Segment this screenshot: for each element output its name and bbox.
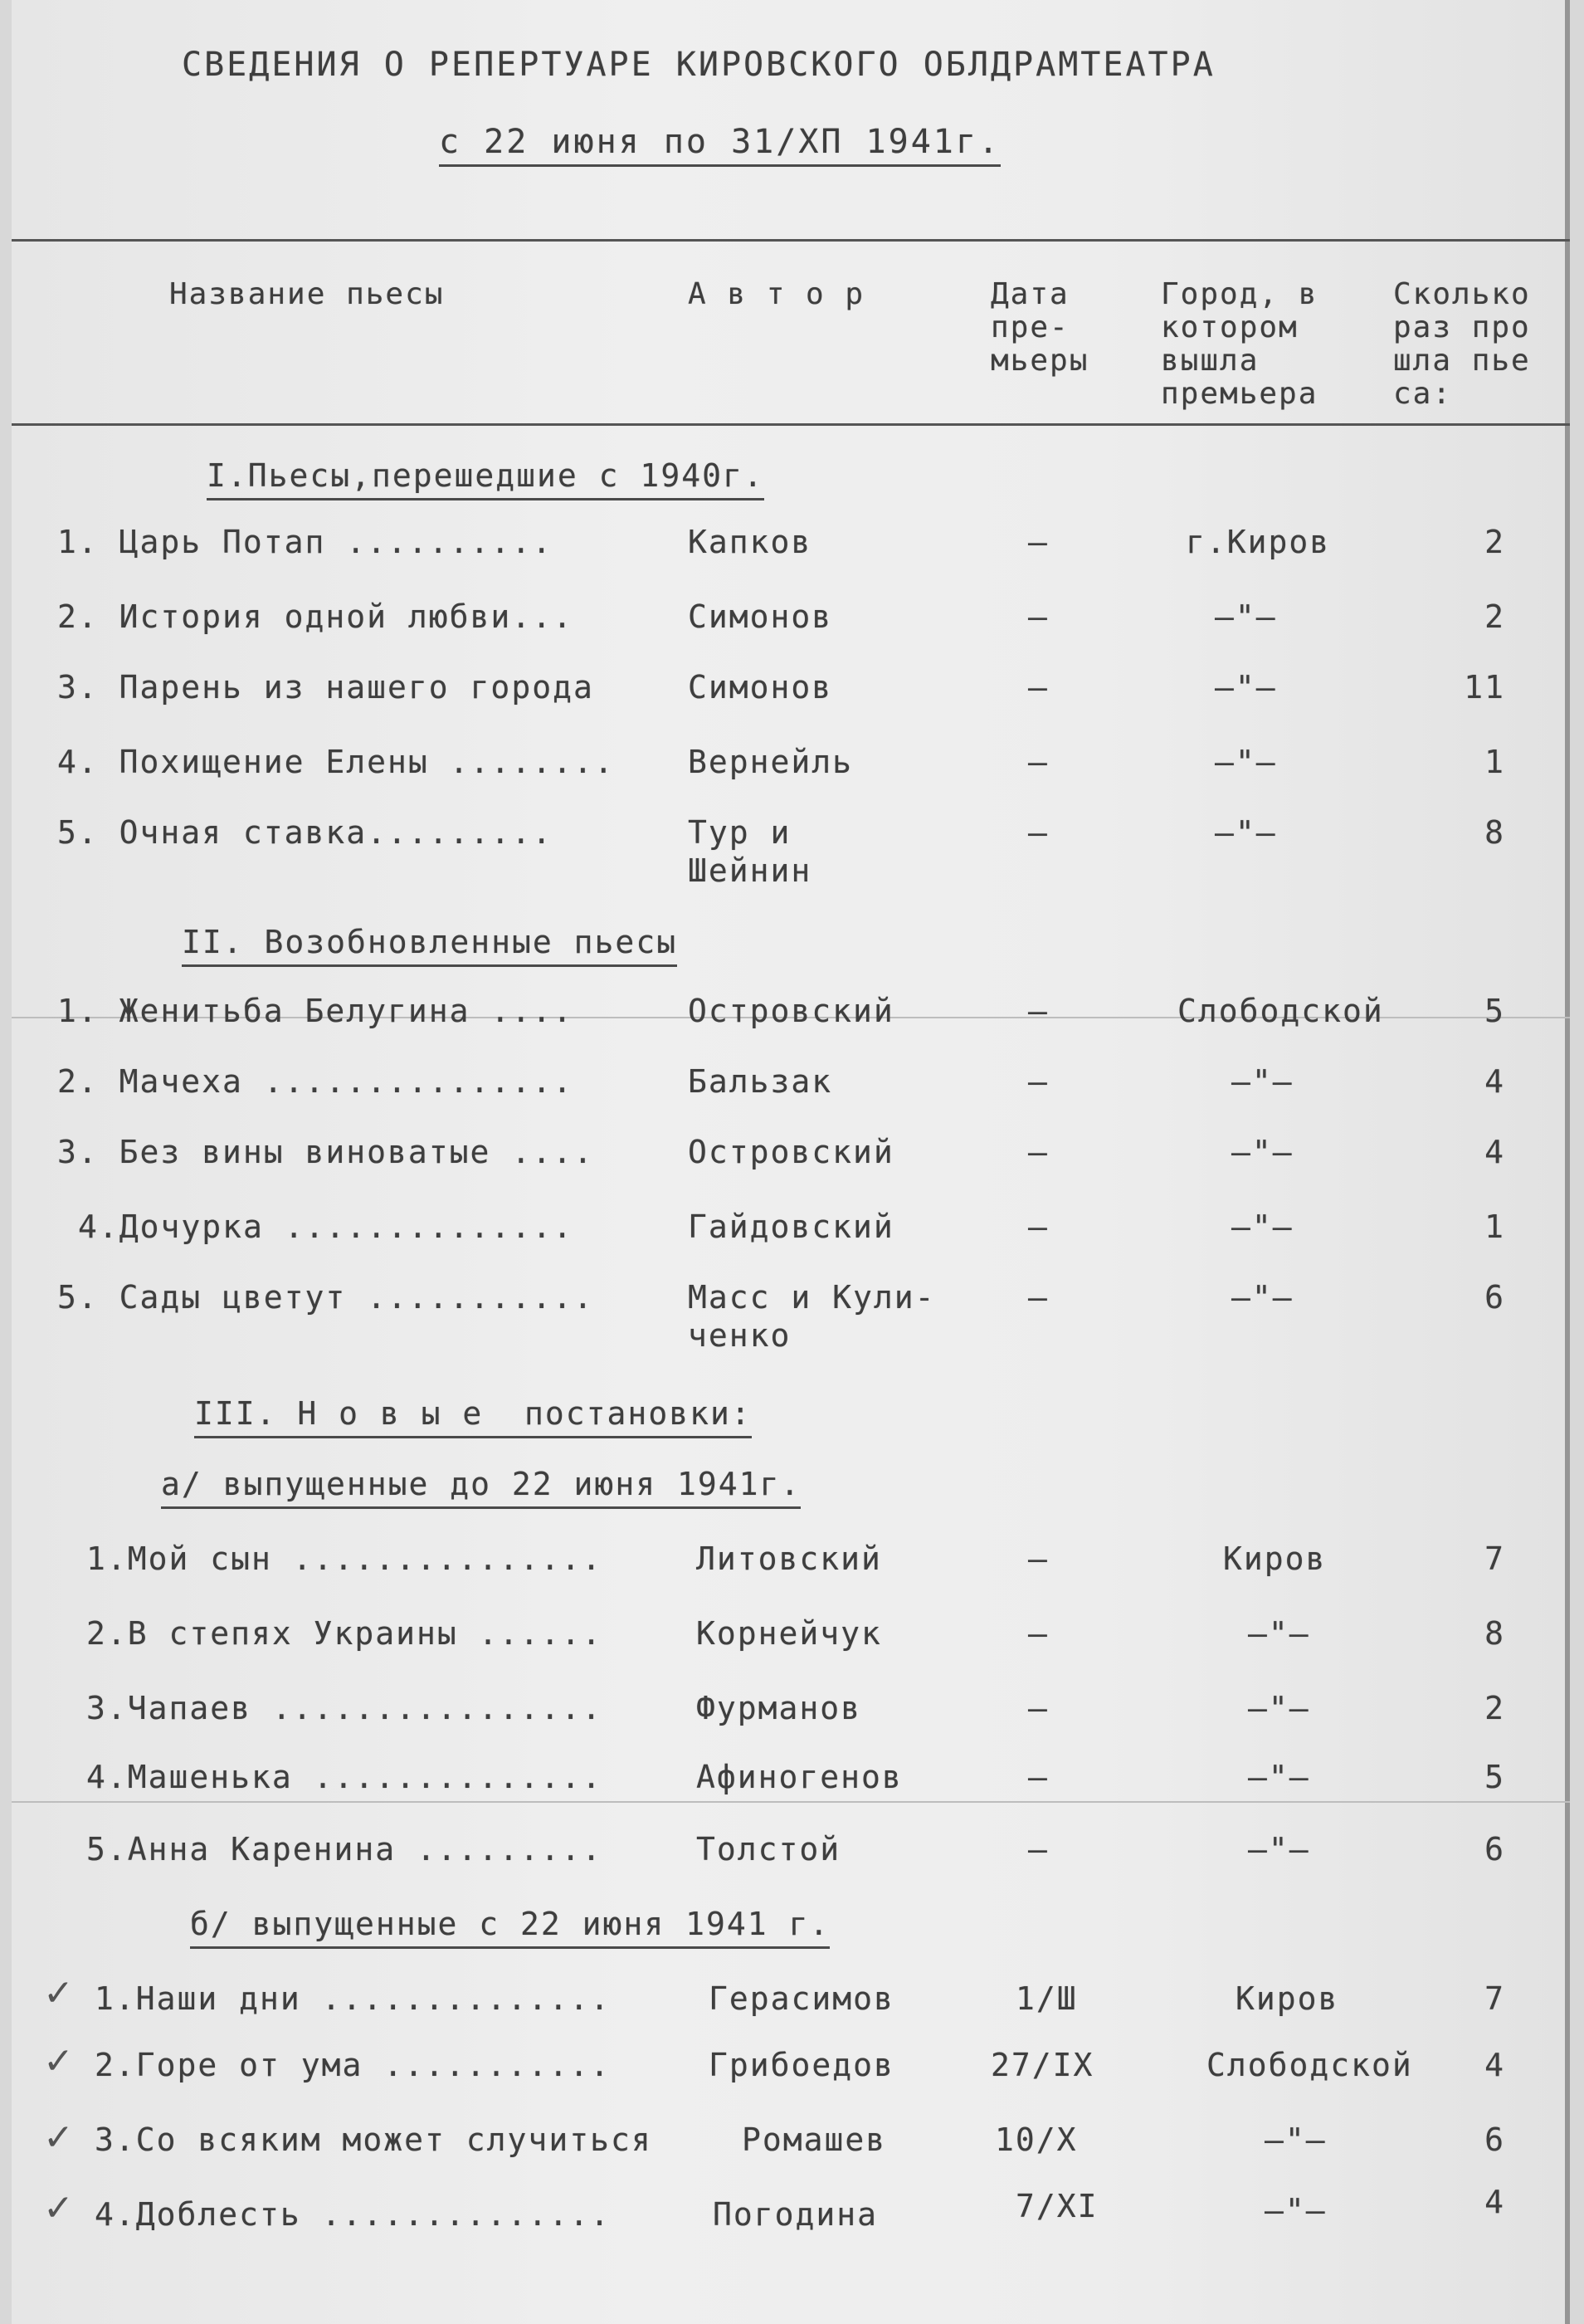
play-title: 4.Доблесть ..............	[95, 2196, 611, 2233]
play-author: Герасимов	[709, 1980, 894, 2017]
checkmark-icon: ✓	[43, 1972, 74, 2014]
play-author: Литовский	[696, 1540, 882, 1577]
performance-count: 8	[1484, 1615, 1505, 1652]
performance-count: 4	[1484, 1063, 1505, 1100]
header-top-rule	[12, 239, 1570, 242]
document-title: СВЕДЕНИЯ О РЕПЕРТУАРЕ КИРОВСКОГО ОБЛДРАМТЕАТРА	[182, 46, 1216, 84]
play-author: Корнейчук	[696, 1615, 882, 1652]
performance-count: 1	[1484, 744, 1505, 780]
play-title: 4.Машенька ..............	[86, 1759, 602, 1795]
premiere-city: Слободской	[1206, 2047, 1413, 2083]
column-header-author: А в т о р	[688, 277, 865, 311]
premiere-city: –"–	[1215, 669, 1277, 706]
checkmark-icon: ✓	[43, 2040, 74, 2082]
premiere-date: –	[1028, 814, 1049, 851]
performance-count: 6	[1484, 1279, 1505, 1316]
play-title: 2. Мачеха ...............	[57, 1063, 573, 1100]
premiere-city: –"–	[1231, 1134, 1294, 1170]
premiere-city: –"–	[1215, 814, 1277, 851]
section-subheading: а/ выпущенные до 22 июня 1941г.	[161, 1465, 801, 1509]
premiere-date: –	[1028, 1615, 1049, 1652]
play-author: Погодина	[713, 2196, 879, 2233]
play-title: 1. Царь Потап ..........	[57, 524, 553, 560]
play-title: 5. Очная ставка.........	[57, 814, 553, 851]
premiere-date: –	[1028, 744, 1049, 780]
premiere-date: –	[1028, 1690, 1049, 1726]
premiere-date: –	[1028, 1208, 1049, 1245]
column-header-premiere-date: Дата пре- мьеры	[991, 277, 1089, 378]
premiere-date: 10/Х	[995, 2121, 1078, 2158]
play-title: 4. Похищение Елены ........	[57, 744, 615, 780]
column-header-city: Город, в котором вышла премьера	[1161, 277, 1318, 411]
premiere-city: –"–	[1248, 1831, 1310, 1868]
play-title: 1.Мой сын ...............	[86, 1540, 602, 1577]
premiere-city: –"–	[1248, 1690, 1310, 1726]
section-heading: II. Возобновленные пьесы	[182, 923, 677, 967]
premiere-date: –	[1028, 524, 1049, 560]
play-title: 2.В степях Украины ......	[86, 1615, 602, 1652]
performance-count: 4	[1484, 1134, 1505, 1170]
play-author: Капков	[688, 524, 812, 560]
document-sheet	[12, 0, 1570, 2324]
performance-count: 2	[1484, 598, 1505, 635]
premiere-city: –"–	[1248, 1759, 1310, 1795]
performance-count: 7	[1484, 1980, 1505, 2017]
column-header-count: Сколько раз про шла пье са:	[1393, 277, 1531, 411]
premiere-date: –	[1028, 1279, 1049, 1316]
performance-count: 5	[1484, 993, 1505, 1029]
section-heading: III. Н о в ы е постановки:	[194, 1394, 752, 1438]
header-bottom-rule	[12, 423, 1570, 426]
section-heading: I.Пьесы,перешедшие с 1940г.	[207, 456, 764, 500]
premiere-date: –	[1028, 993, 1049, 1029]
premiere-date: –	[1028, 598, 1049, 635]
performance-count: 2	[1484, 1690, 1505, 1726]
premiere-city: –"–	[1248, 1615, 1310, 1652]
play-title: 4.Дочурка ..............	[78, 1208, 574, 1245]
play-title: 2. История одной любви...	[57, 598, 573, 635]
play-author: Толстой	[696, 1831, 841, 1868]
performance-count: 4	[1484, 2047, 1505, 2083]
performance-count: 2	[1484, 524, 1505, 560]
play-title: 1. Женитьба Белугина ....	[57, 993, 573, 1029]
premiere-date: 7/ХI	[1016, 2188, 1099, 2224]
performance-count: 5	[1484, 1759, 1505, 1795]
premiere-city: г.Киров	[1186, 524, 1331, 560]
play-author: Гайдовский	[688, 1208, 894, 1245]
premiere-city: –"–	[1231, 1208, 1294, 1245]
play-author: Фурманов	[696, 1690, 862, 1726]
play-author: Тур и Шейнин	[688, 814, 812, 889]
play-author: Вернейль	[688, 744, 854, 780]
premiere-date: 27/IX	[991, 2047, 1094, 2083]
play-title: 1.Наши дни ..............	[95, 1980, 611, 2017]
play-author: Островский	[688, 1134, 894, 1170]
checkmark-icon: ✓	[43, 2187, 74, 2229]
paper-fold	[12, 1801, 1570, 1803]
premiere-city: Киров	[1236, 1980, 1339, 2017]
premiere-city: Киров	[1223, 1540, 1327, 1577]
premiere-date: 1/Ш	[1016, 1980, 1078, 2017]
performance-count: 7	[1484, 1540, 1505, 1577]
play-author: Островский	[688, 993, 894, 1029]
sheet-edge-shadow	[1565, 0, 1570, 2324]
premiere-date: –	[1028, 1759, 1049, 1795]
document-date-range: с 22 июня по 31/ХП 1941г.	[439, 123, 1001, 167]
performance-count: 6	[1484, 2121, 1505, 2158]
premiere-city: –"–	[1231, 1063, 1294, 1100]
premiere-city: –"–	[1265, 2192, 1327, 2229]
performance-count: 8	[1484, 814, 1505, 851]
play-author: Бальзак	[688, 1063, 833, 1100]
performance-count: 4	[1484, 2184, 1505, 2220]
premiere-date: –	[1028, 1134, 1049, 1170]
performance-count: 11	[1464, 669, 1505, 706]
premiere-city: Слободской	[1177, 993, 1384, 1029]
premiere-city: –"–	[1215, 598, 1277, 635]
performance-count: 1	[1484, 1208, 1505, 1245]
checkmark-icon: ✓	[43, 2116, 74, 2159]
play-title: 2.Горе от ума ...........	[95, 2047, 611, 2083]
play-author: Афиногенов	[696, 1759, 903, 1795]
play-title: 3. Парень из нашего города	[57, 669, 594, 706]
premiere-date: –	[1028, 1831, 1049, 1868]
premiere-city: –"–	[1215, 744, 1277, 780]
play-title: 3.Чапаев ................	[86, 1690, 602, 1726]
play-author: Симонов	[688, 669, 833, 706]
premiere-city: –"–	[1231, 1279, 1294, 1316]
premiere-date: –	[1028, 669, 1049, 706]
premiere-date: –	[1028, 1540, 1049, 1577]
play-title: 3.Со всяким может случиться	[95, 2121, 652, 2158]
play-title: 3. Без вины виноватые ....	[57, 1134, 594, 1170]
play-author: Грибоедов	[709, 2047, 894, 2083]
play-author: Масс и Кули- ченко	[688, 1279, 936, 1354]
premiere-date: –	[1028, 1063, 1049, 1100]
play-author: Ромашев	[742, 2121, 887, 2158]
premiere-city: –"–	[1265, 2121, 1327, 2158]
play-title: 5. Сады цветут ...........	[57, 1279, 594, 1316]
performance-count: 6	[1484, 1831, 1505, 1868]
play-title: 5.Анна Каренина .........	[86, 1831, 602, 1868]
section-subheading: б/ выпущенные с 22 июня 1941 г.	[190, 1905, 830, 1949]
play-author: Симонов	[688, 598, 833, 635]
column-header-title: Название пьесы	[169, 277, 445, 311]
